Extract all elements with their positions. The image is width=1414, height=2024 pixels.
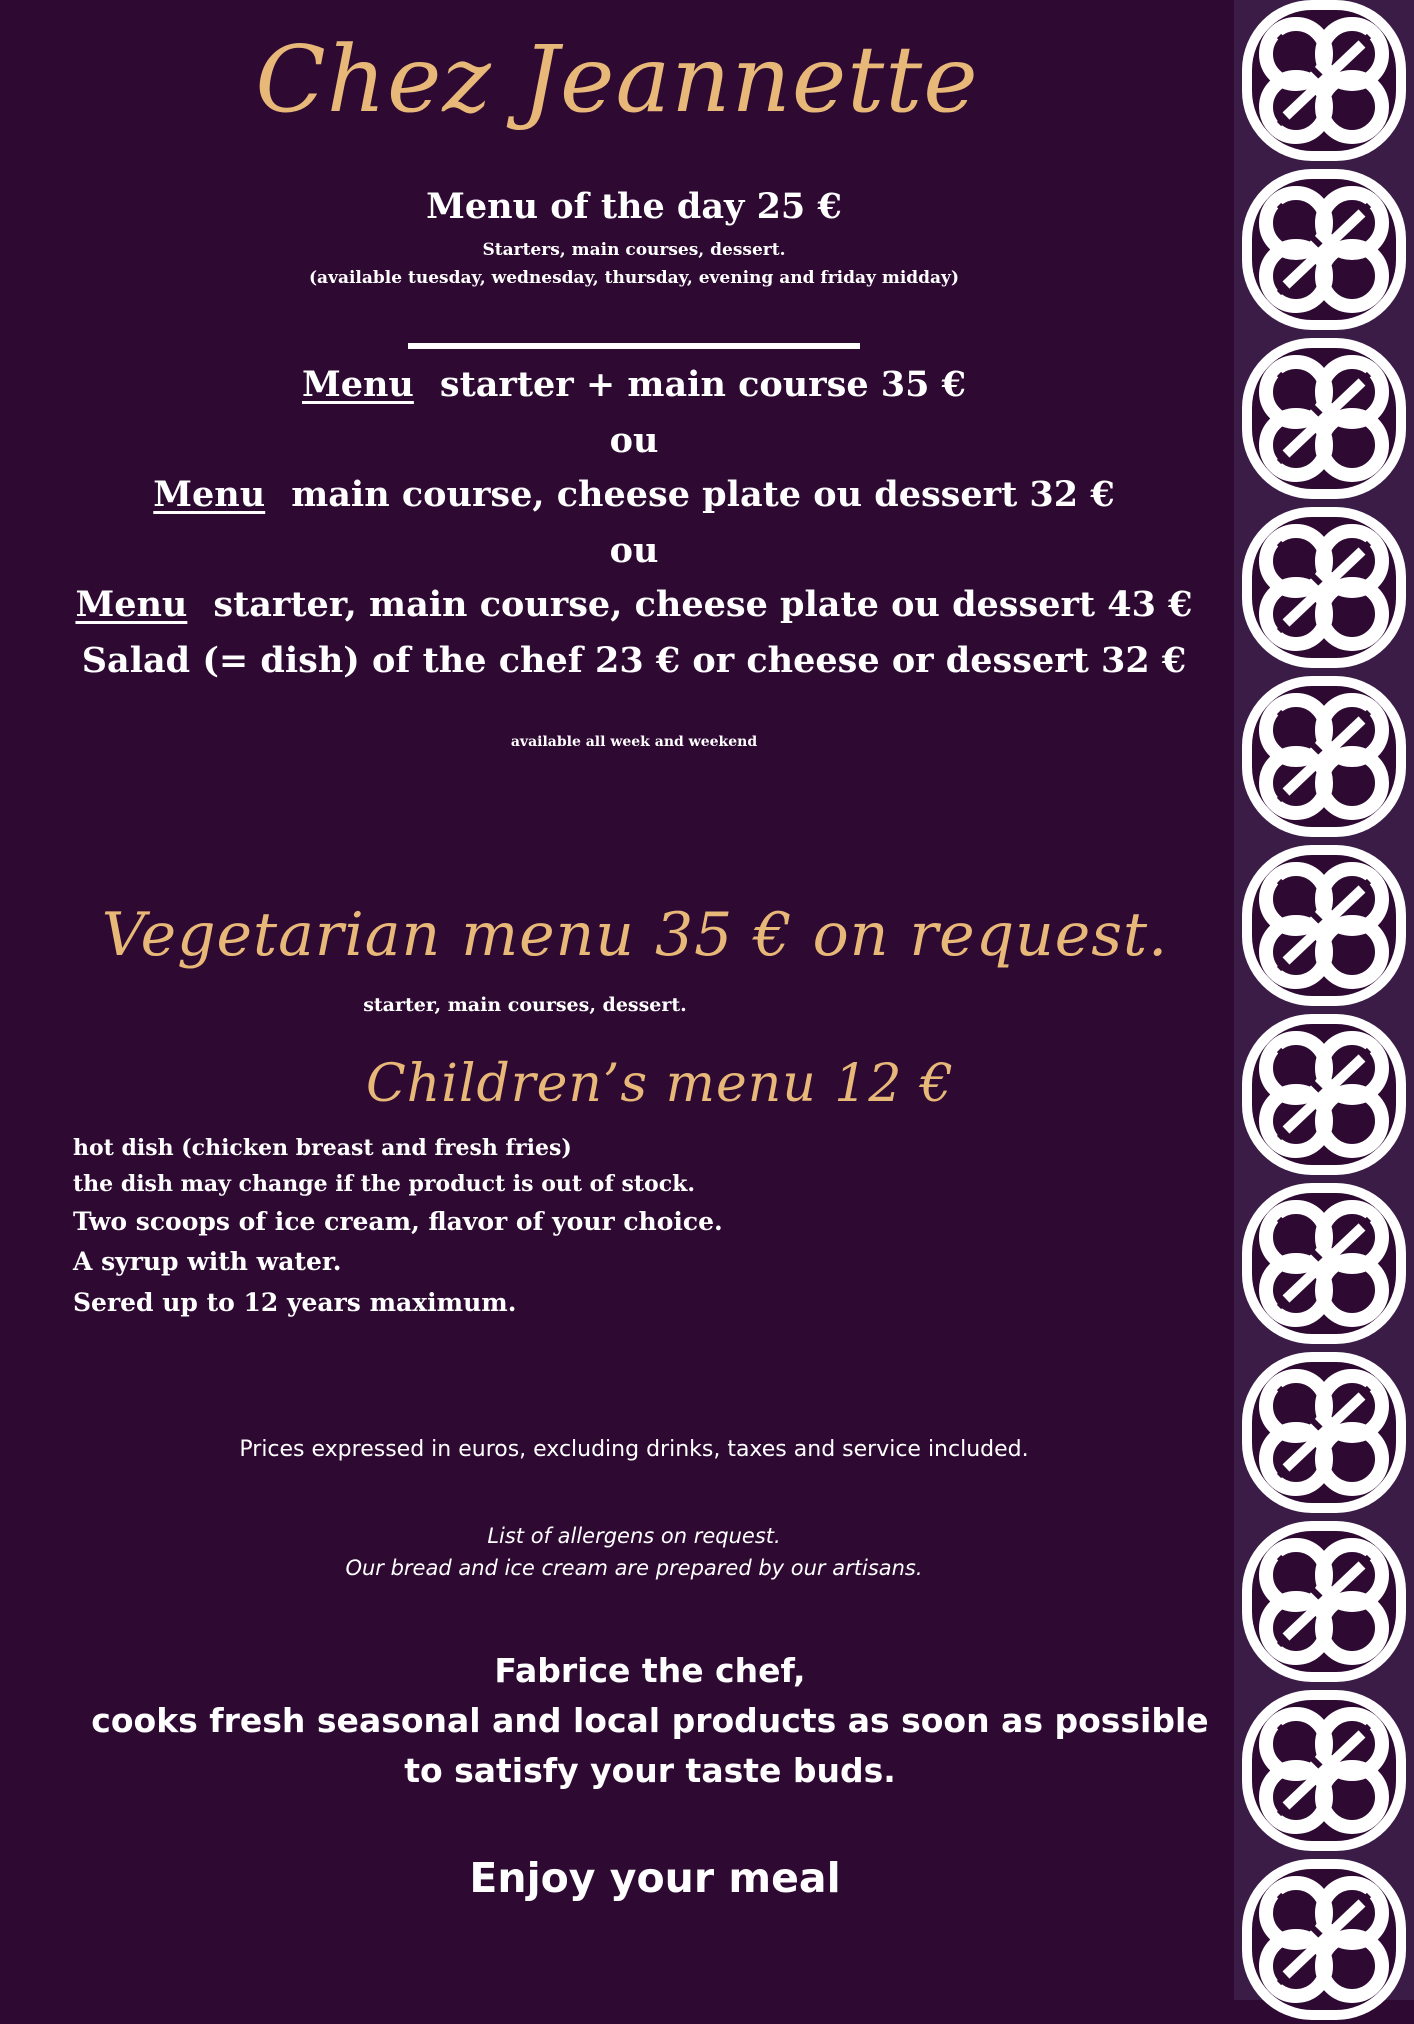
celtic-knot-icon [1234,841,1414,1010]
children-line: Sered up to 12 years maximum. [73,1288,517,1317]
divider [408,343,860,349]
allergens-line: List of allergens on request. [487,1524,781,1548]
chef-line: to satisfy your taste buds. [404,1751,896,1790]
menu-option-1 [0,364,1268,405]
or-separator: ou [609,420,659,461]
chef-line: cooks fresh seasonal and local products as soon as possible [91,1701,1209,1740]
menu-desc: main course, cheese plate ou dessert 32 € [291,474,1115,515]
artisans-line: Our bread and ice cream are prepared by our artisans. [345,1556,923,1580]
children-title: Children’s menu 12 € [365,1054,955,1114]
menu-desc: starter, main course, cheese plate ou dessert 43 € [213,584,1193,625]
vegetarian-sub: starter, main courses, dessert. [363,994,687,1016]
menu-option-3 [0,584,1268,625]
chef-statement [0,1646,1300,1796]
celtic-knot-icon [1234,0,1414,165]
celtic-knot-icon [1234,1686,1414,1855]
restaurant-title: Chez Jeannette [255,26,979,133]
menu-of-day-availability: (available tuesday, wednesday, thursday, evening and friday midday) [309,268,959,288]
children-line: hot dish (chicken breast and fresh fries) [73,1135,572,1161]
or-separator: ou [609,530,659,571]
celtic-knot-icon [1234,503,1414,672]
closing-message: Enjoy your meal [469,1854,841,1902]
celtic-knot-icon [1234,672,1414,841]
menu-label: Menu [75,584,188,625]
vegetarian-title: Vegetarian menu 35 € on request. [101,900,1169,970]
availability-note: available all week and weekend [510,734,758,750]
menu-label: Menu [153,474,266,515]
allergens-note [0,1520,1268,1584]
chef-line: Fabrice the chef, [494,1651,806,1690]
celtic-knot-icon [1234,1010,1414,1179]
menu-of-day-heading: Menu of the day 25 € [426,186,842,227]
salad-offer: Salad (= dish) of the chef 23 € or cheese or dessert 32 € [81,640,1187,681]
menu-label: Menu [301,364,414,405]
children-line: A syrup with water. [73,1247,342,1276]
menu-desc: starter + main course 35 € [439,364,967,405]
decorative-border [1234,0,1414,2000]
celtic-knot-icon [1234,1179,1414,1348]
children-line: the dish may change if the product is out of stock. [73,1171,695,1197]
children-details [73,1130,723,1324]
celtic-knot-icon [1234,1855,1414,2024]
menu-of-day-courses: Starters, main courses, dessert. [482,240,786,260]
celtic-knot-icon [1234,334,1414,503]
celtic-knot-icon [1234,1517,1414,1686]
celtic-knot-icon [1234,1348,1414,1517]
menu-option-2 [0,474,1268,515]
prices-note: Prices expressed in euros, excluding drinks, taxes and service included. [239,1437,1029,1462]
celtic-knot-icon [1234,165,1414,334]
children-line: Two scoops of ice cream, flavor of your choice. [73,1207,723,1236]
